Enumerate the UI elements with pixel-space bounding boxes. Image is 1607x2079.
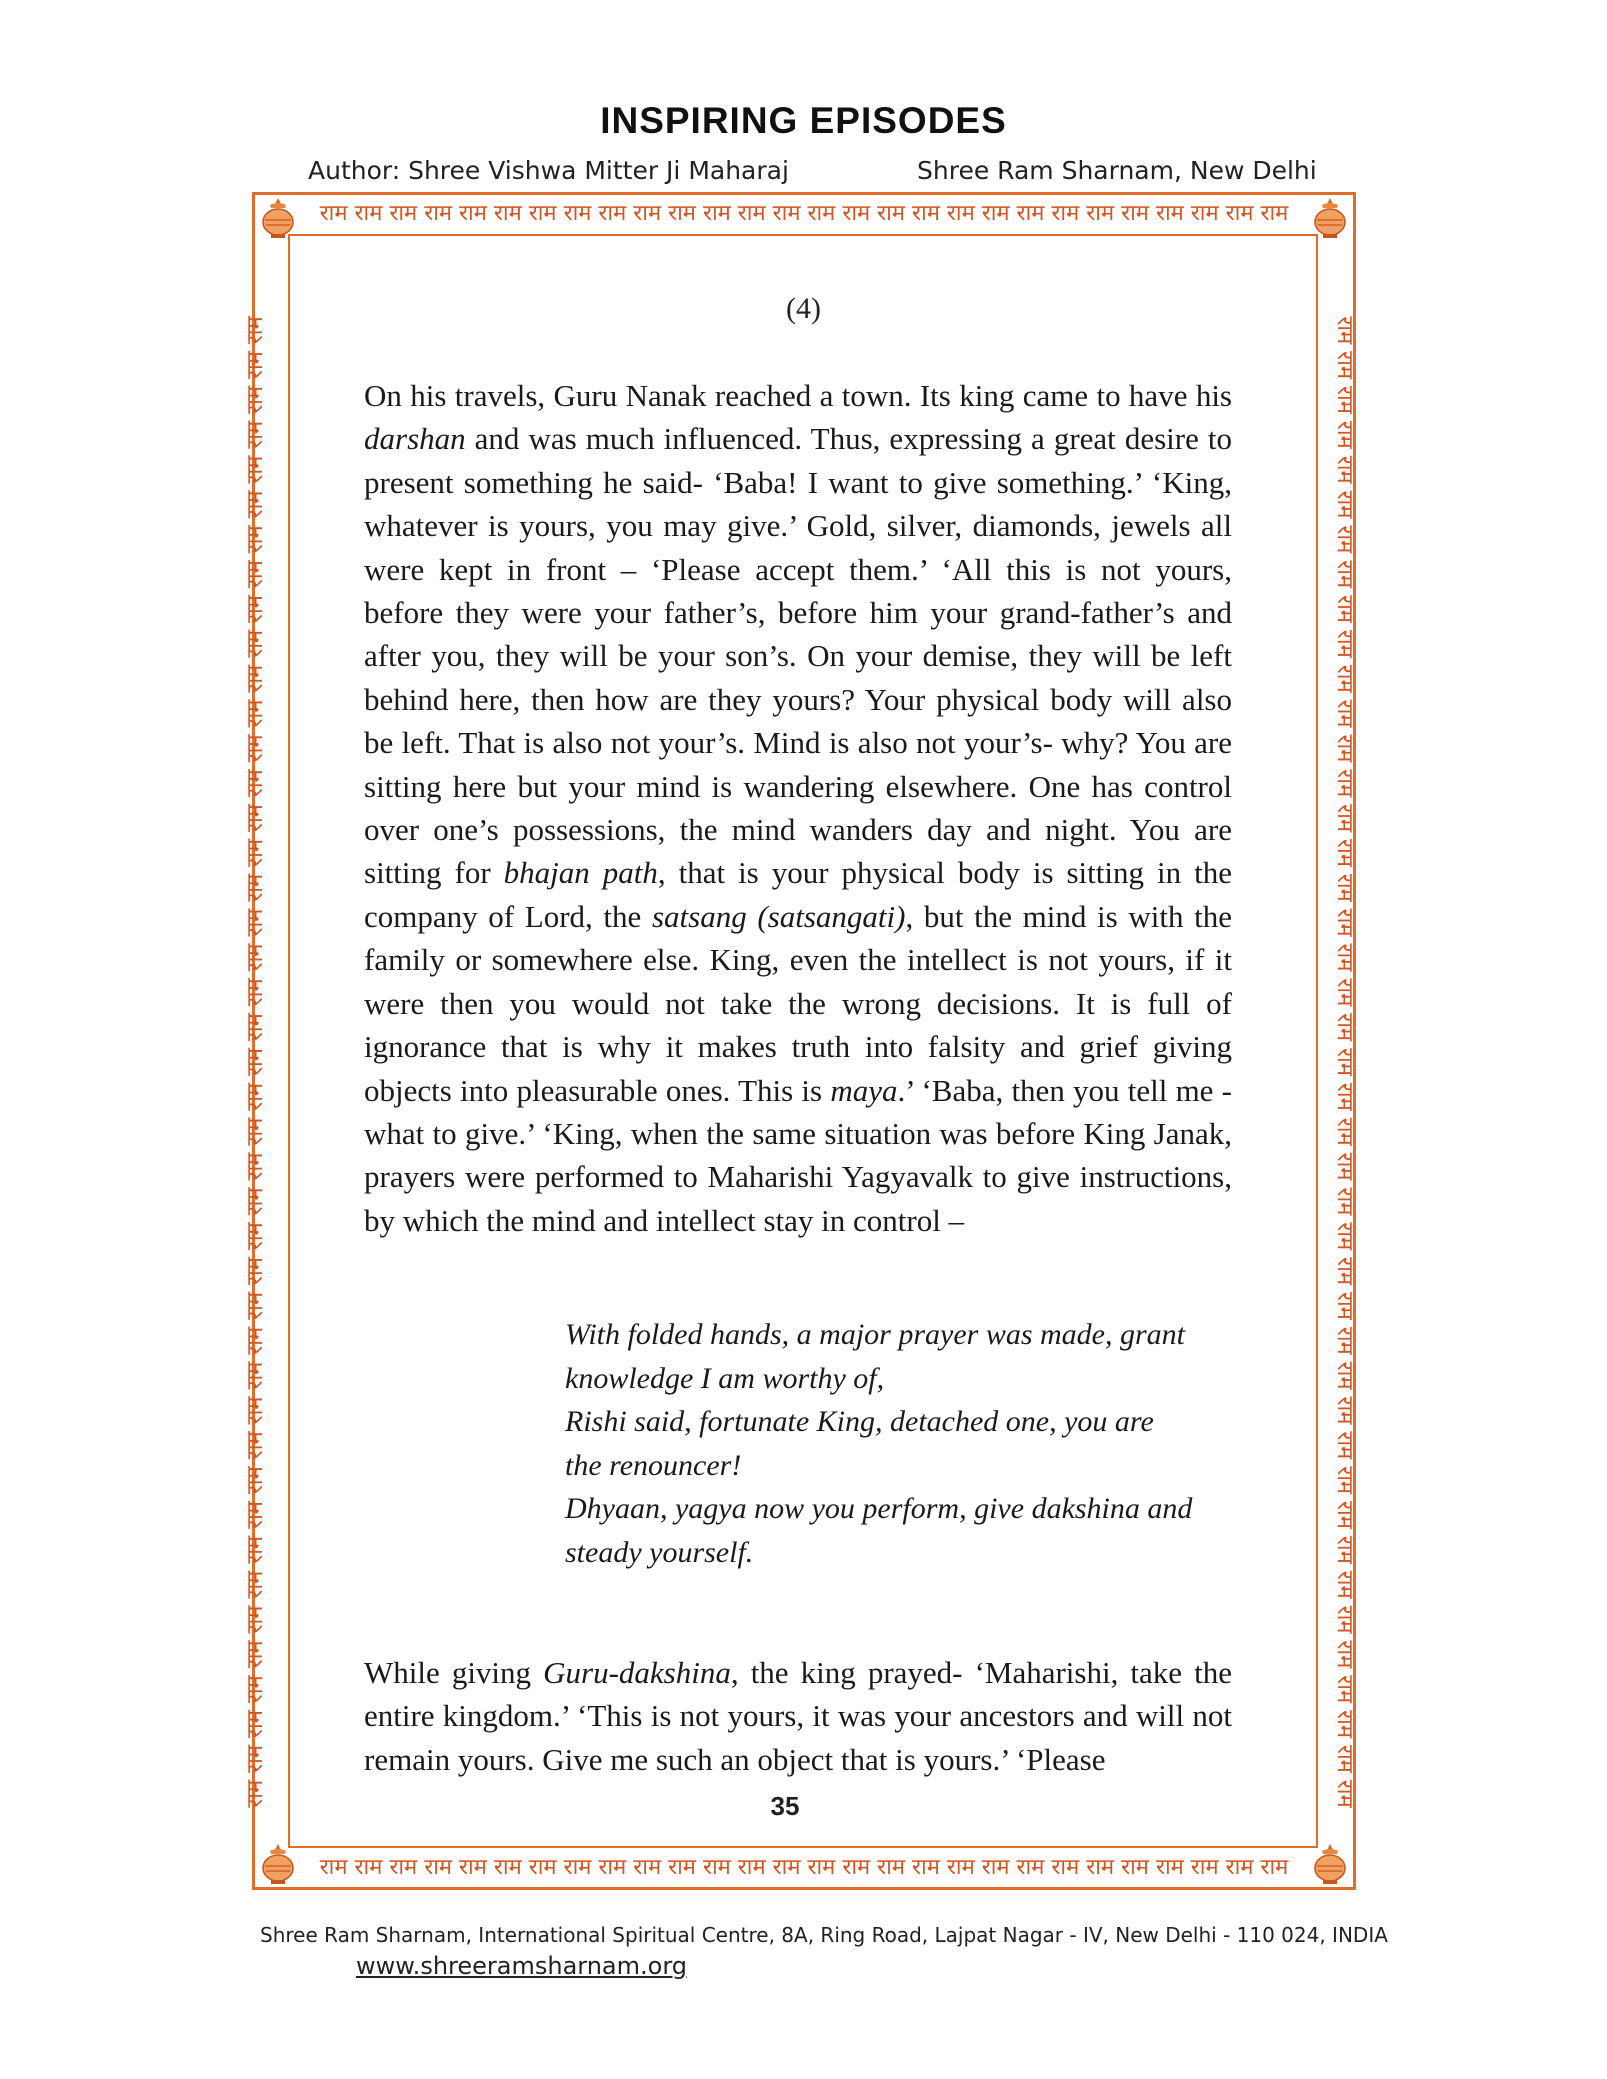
italic-term: bhajan path	[503, 855, 658, 891]
verse-line: Dhyaan, yagya now you perform, give dakshina and	[565, 1492, 1193, 1525]
page-title: INSPIRING EPISODES	[600, 100, 1007, 141]
italic-term: darshan	[364, 421, 466, 457]
paragraph-1	[364, 374, 1232, 1242]
verse-line: steady yourself.	[565, 1535, 754, 1569]
text-run: , the king prayed- ‘Maharishi, take the entire kingdom.’ ‘This is not yours, it was your ancestors and will not remain yours. Give me such an object that is yours.’ ‘Please	[364, 1655, 1232, 1777]
italic-term: maya	[830, 1072, 898, 1108]
border-ram-top: राम राम राम राम राम राम राम राम राम राम राम राम राम राम राम राम राम राम राम राम राम राम राम राम राम राम राम राम	[319, 201, 1289, 226]
verse-line: With folded hands, a major prayer was made, grant	[565, 1318, 1185, 1351]
website-link[interactable]: www.shreeramsharnam.org	[356, 1952, 688, 1980]
episode-number: (4)	[786, 292, 821, 325]
text-run: , but the mind is with the family or somewhere else. King, even the intellect is not yours, if it were then you would not take the wrong decisions. It is full of ignorance that is why it makes truth into falsity and grief giving objects into pleasurable ones. This is	[364, 898, 1233, 1108]
border-ram-bottom: राम राम राम राम राम राम राम राम राम राम राम राम राम राम राम राम राम राम राम राम राम राम राम राम राम राम राम राम	[319, 1855, 1289, 1880]
kalash-icon	[1310, 196, 1350, 240]
author-line: Author: Shree Vishwa Mitter Ji Maharaj	[308, 156, 789, 185]
paragraph-2	[364, 1620, 1232, 1812]
footer-address: Shree Ram Sharnam, International Spiritual Centre, 8A, Ring Road, Lajpat Nagar - IV, New Delhi - 110 024, INDIA	[260, 1923, 1388, 1947]
text-run: On his travels, Guru Nanak reached a town. Its king came to have his	[364, 378, 1232, 413]
text-run: , that is your physical body is sitting in the company of Lord, the	[364, 855, 1232, 934]
publisher-place: Shree Ram Sharnam, New Delhi	[917, 156, 1317, 185]
border-ram-left: राम राम राम राम राम राम राम राम राम राम राम राम राम राम राम राम राम राम राम राम राम राम राम राम राम राम राम राम राम राम राम राम राम राम राम राम राम राम राम राम राम राम राम	[243, 316, 268, 1808]
page-number: 35	[770, 1791, 800, 1821]
kalash-icon	[1310, 1842, 1350, 1886]
text-run: While giving	[364, 1655, 544, 1690]
italic-term: Guru-dakshina	[543, 1655, 731, 1690]
verse-block	[565, 1313, 1215, 1574]
paragraph-1-text	[364, 374, 1232, 1242]
text-run: .’ ‘Baba, then you tell me - what to give.’ ‘King, when the same situation was before King Janak, prayers were performed to Maharishi Yagyavalk to give instructions, by which the mind and intellect stay in control –	[364, 1072, 1232, 1238]
kalash-icon	[258, 1842, 298, 1886]
verse-line: Rishi said, fortunate King, detached one, you are	[565, 1405, 1154, 1438]
verse-line: knowledge I am worthy of,	[565, 1361, 885, 1395]
paragraph-2-text	[364, 1651, 1232, 1781]
border-ram-right: राम राम राम राम राम राम राम राम राम राम राम राम राम राम राम राम राम राम राम राम राम राम राम राम राम राम राम राम राम राम राम राम राम राम राम राम राम राम राम राम राम राम राम	[1332, 316, 1357, 1808]
kalash-icon	[258, 196, 298, 240]
italic-term: satsang (satsangati)	[651, 898, 906, 934]
verse-line: the renouncer!	[565, 1448, 742, 1482]
text-run: and was much influenced. Thus, expressing a great desire to present something he said- ‘Baba! I want to give something.’ ‘King, whatever is yours, you may give.’ Gold, silver, diamonds, jewels all were kept in front – ‘Please accept them.’ ‘All this is not yours, before they were your father’s, before him your grand-father’s and after you, they will be your son’s. On your demise, they will be left behind here, then how are they yours? Your physical body will also be left. That is also not your’s. Mind is also not your’s- why? You are sitting here but your mind is wandering elsewhere. One has control over one’s possessions, the mind wanders day and night. You are sitting for	[364, 421, 1232, 891]
